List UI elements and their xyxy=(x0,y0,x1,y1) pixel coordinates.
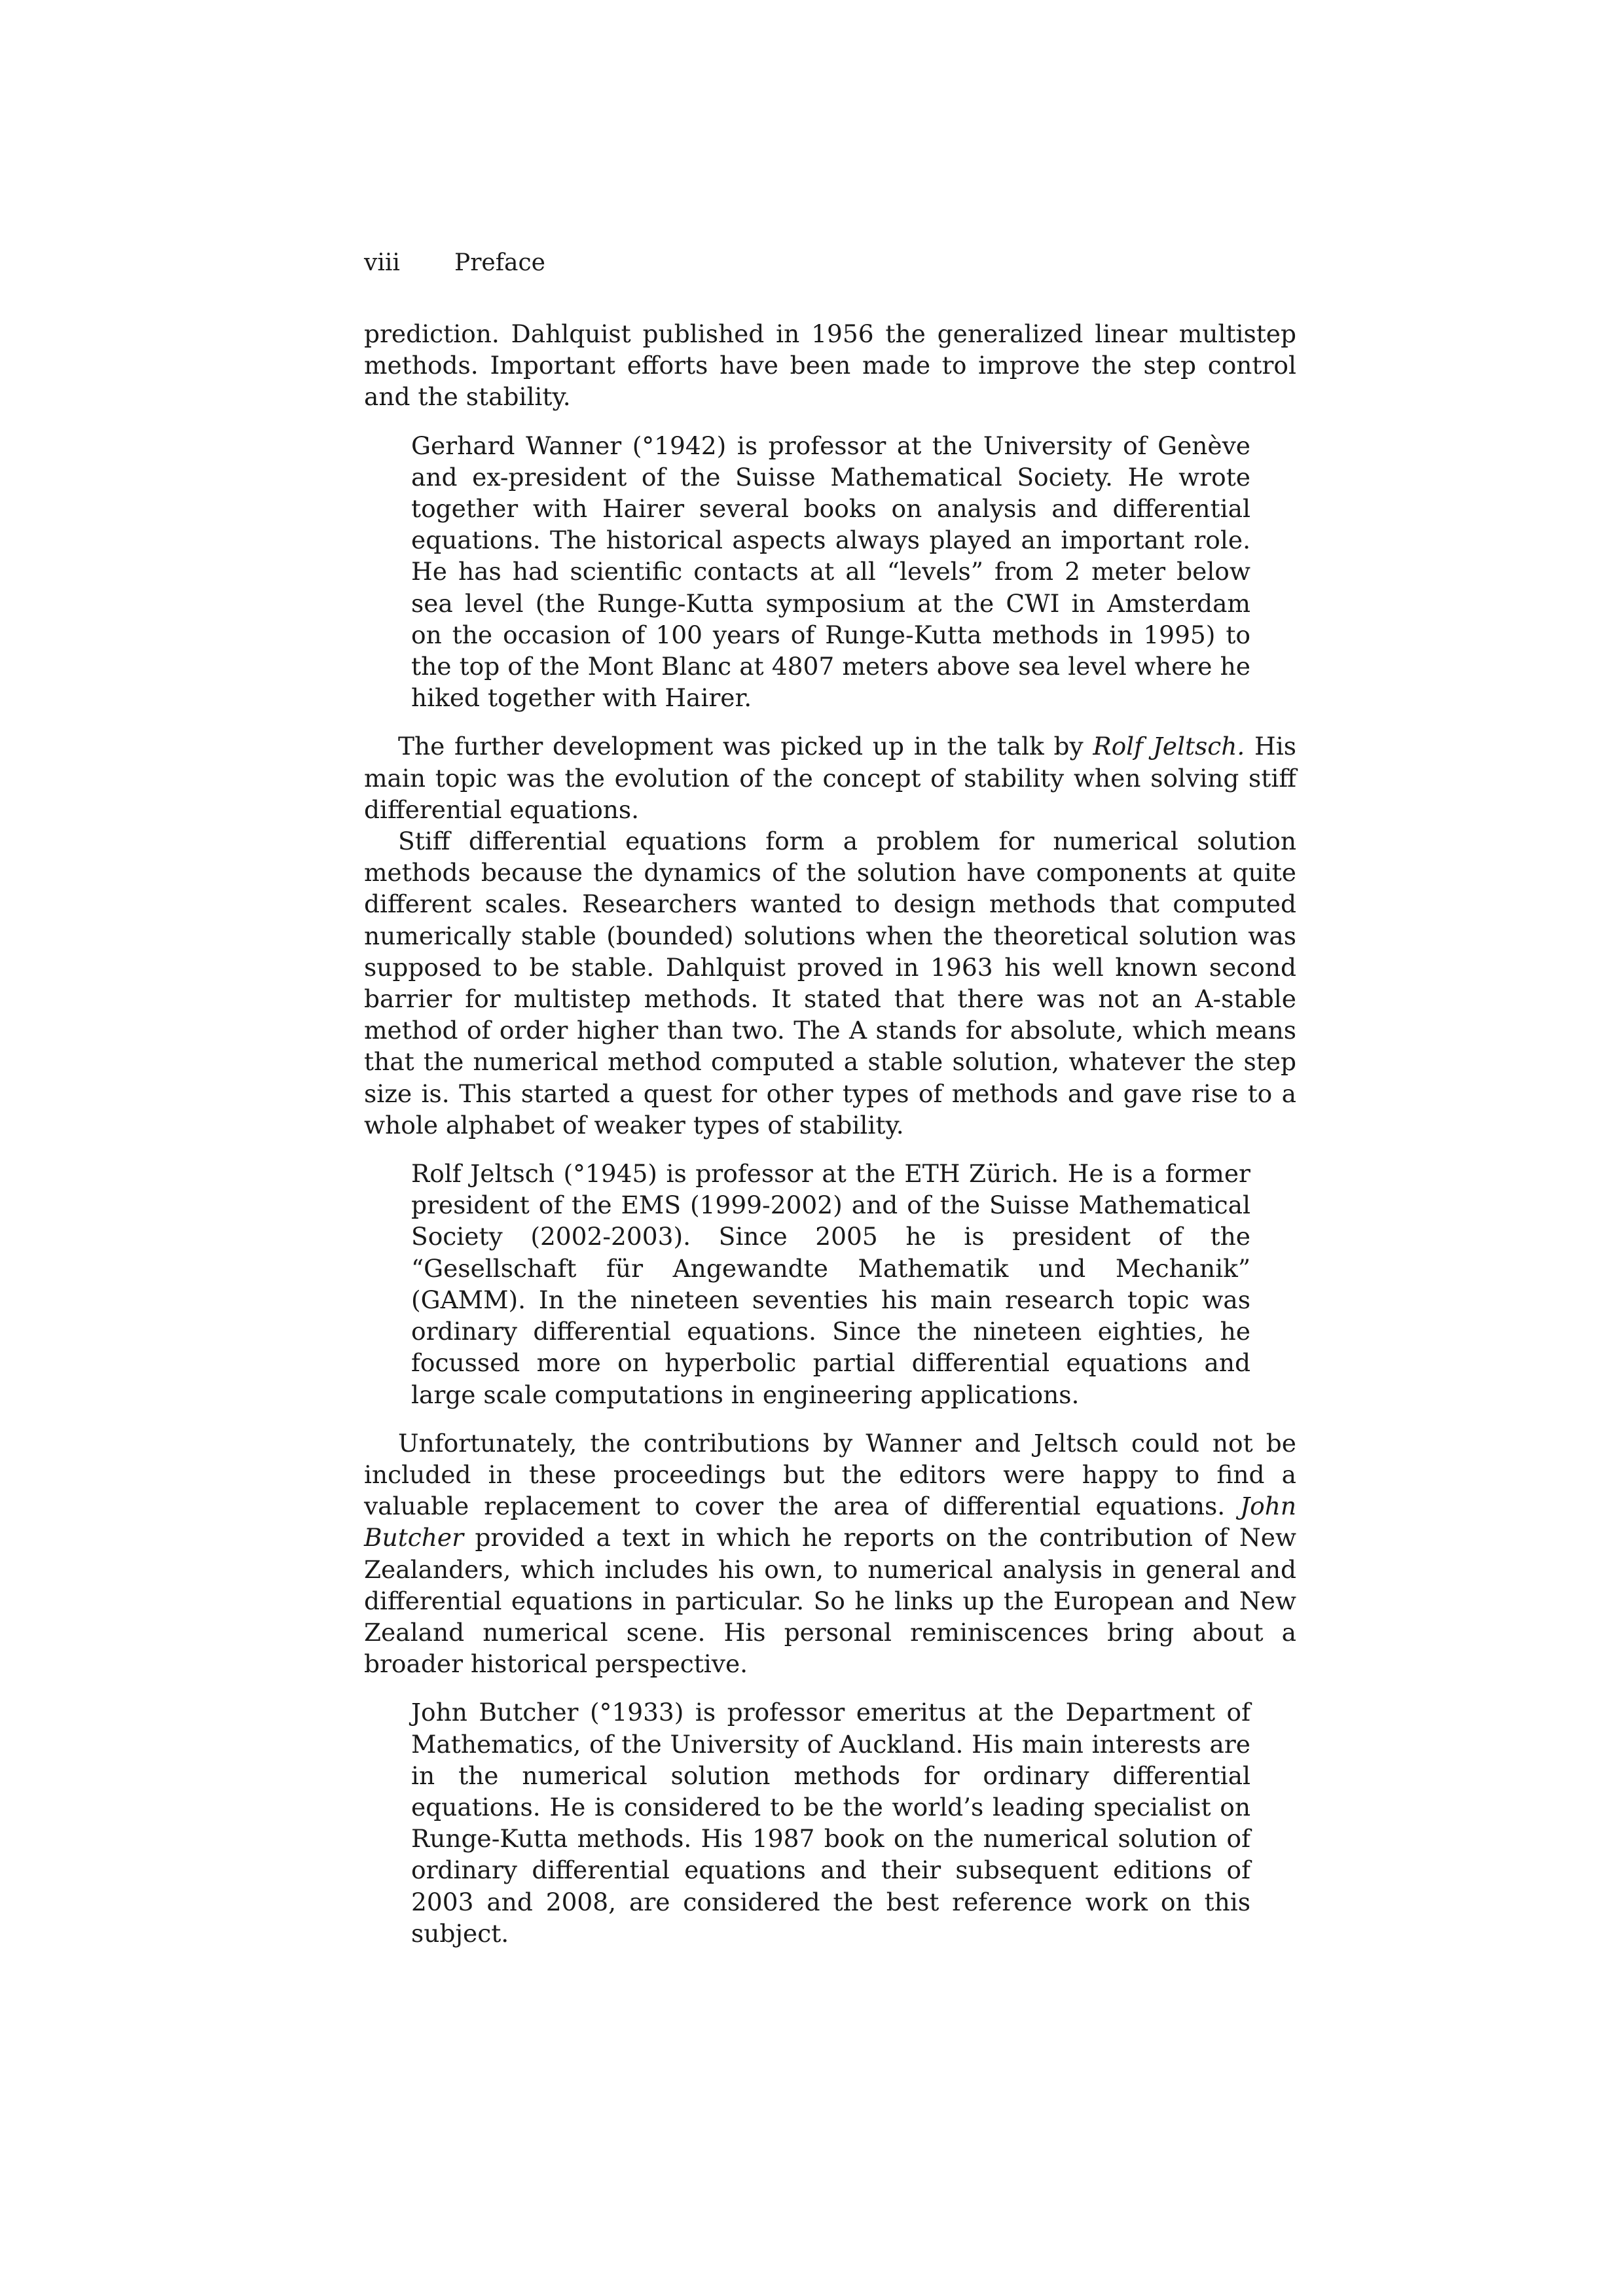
paragraph-jeltsch-talk xyxy=(364,730,1296,825)
running-title: Preface xyxy=(454,249,545,276)
paragraph-stiff-equations: Stiff differential equations form a problem for numerical solution methods because the dynamics of the solution have components at quite different scales. Researchers wanted to design methods that computed numerically stable (bounded) solutions when the theoretical solution was supposed to be stable. Dahlquist proved in 1963 his well known second barrier for multistep methods. It stated that there was not an A-stable method of order higher than two. The A stands for absolute, which means that the numerical method computed a stable solution, whatever the step size is. This started a quest for other types of methods and gave rise to a whole alphabet of weaker types of stability. xyxy=(364,827,1296,1139)
running-head xyxy=(364,247,545,279)
bio-wanner: Gerhard Wanner (°1942) is professor at the University of Genève and ex-president of the Suisse Mathematical Society. He wrote together with Hairer several books on analysis and differential equations. The historical aspects always played an important role. He has had scientific contacts at all “levels” from 2 meter below sea level (the Runge-Kutta symposium at the CWI in Amsterdam on the occasion of 100 years of Runge-Kutta methods in 1995) to the top of the Mont Blanc at 4807 meters above sea level where he hiked together with Hairer. xyxy=(411,431,1250,713)
bio-butcher: John Butcher (°1933) is professor emeritus at the Department of Mathematics, of the University of Auckland. His main interests are in the numerical solution methods for ordinary differential equations. He is considered to be the world’s leading specialist on Runge-Kutta methods. His 1987 book on the numerical solution of ordinary differential equations and their subsequent editions of 2003 and 2008, are considered the best reference work on this subject. xyxy=(411,1698,1250,1948)
page-number: viii xyxy=(364,249,400,276)
paragraph-text: His main topic was the evolution of the concept of stability when solving stiff differential equations. xyxy=(364,732,1296,824)
paragraph-butcher-contribution xyxy=(364,1427,1296,1680)
paragraph-text: The further development was picked up in the talk by xyxy=(398,732,1093,761)
body-text xyxy=(364,318,1296,1966)
speaker-name: Rolf Jeltsch. xyxy=(1093,732,1245,761)
paragraph-text: provided a text in which he reports on the contribution of New Zealanders, which includes his own, to numerical analysis in general and differential equations in particular. So he links up the European and New Zealand numerical scene. His personal reminiscences bring about a broader historical perspective. xyxy=(364,1523,1296,1679)
paragraph-text: Unfortunately, the contributions by Wanner and Jeltsch could not be included in these proceedings but the editors were happy to find a valuable replacement to cover the area of differential equations. xyxy=(364,1428,1296,1521)
paragraph-continuation: prediction. Dahlquist published in 1956 the generalized linear multistep methods. Important efforts have been made to improve the step control and the stability. xyxy=(364,319,1296,412)
speaker-name: John Butcher xyxy=(364,1492,1296,1552)
bio-jeltsch: Rolf Jeltsch (°1945) is professor at the ETH Zürich. He is a former president of the EMS (1999-2002) and of the Suisse Mathematical Society (2002-2003). Since 2005 he is president of the “Gesellschaft für Angewandte Mathematik und Mechanik” (GAMM). In the nineteen seventies his main research topic was ordinary differential equations. Since the nineteen eighties, he focussed more on hyperbolic partial differential equations and large scale computations in engineering applications. xyxy=(411,1159,1250,1409)
